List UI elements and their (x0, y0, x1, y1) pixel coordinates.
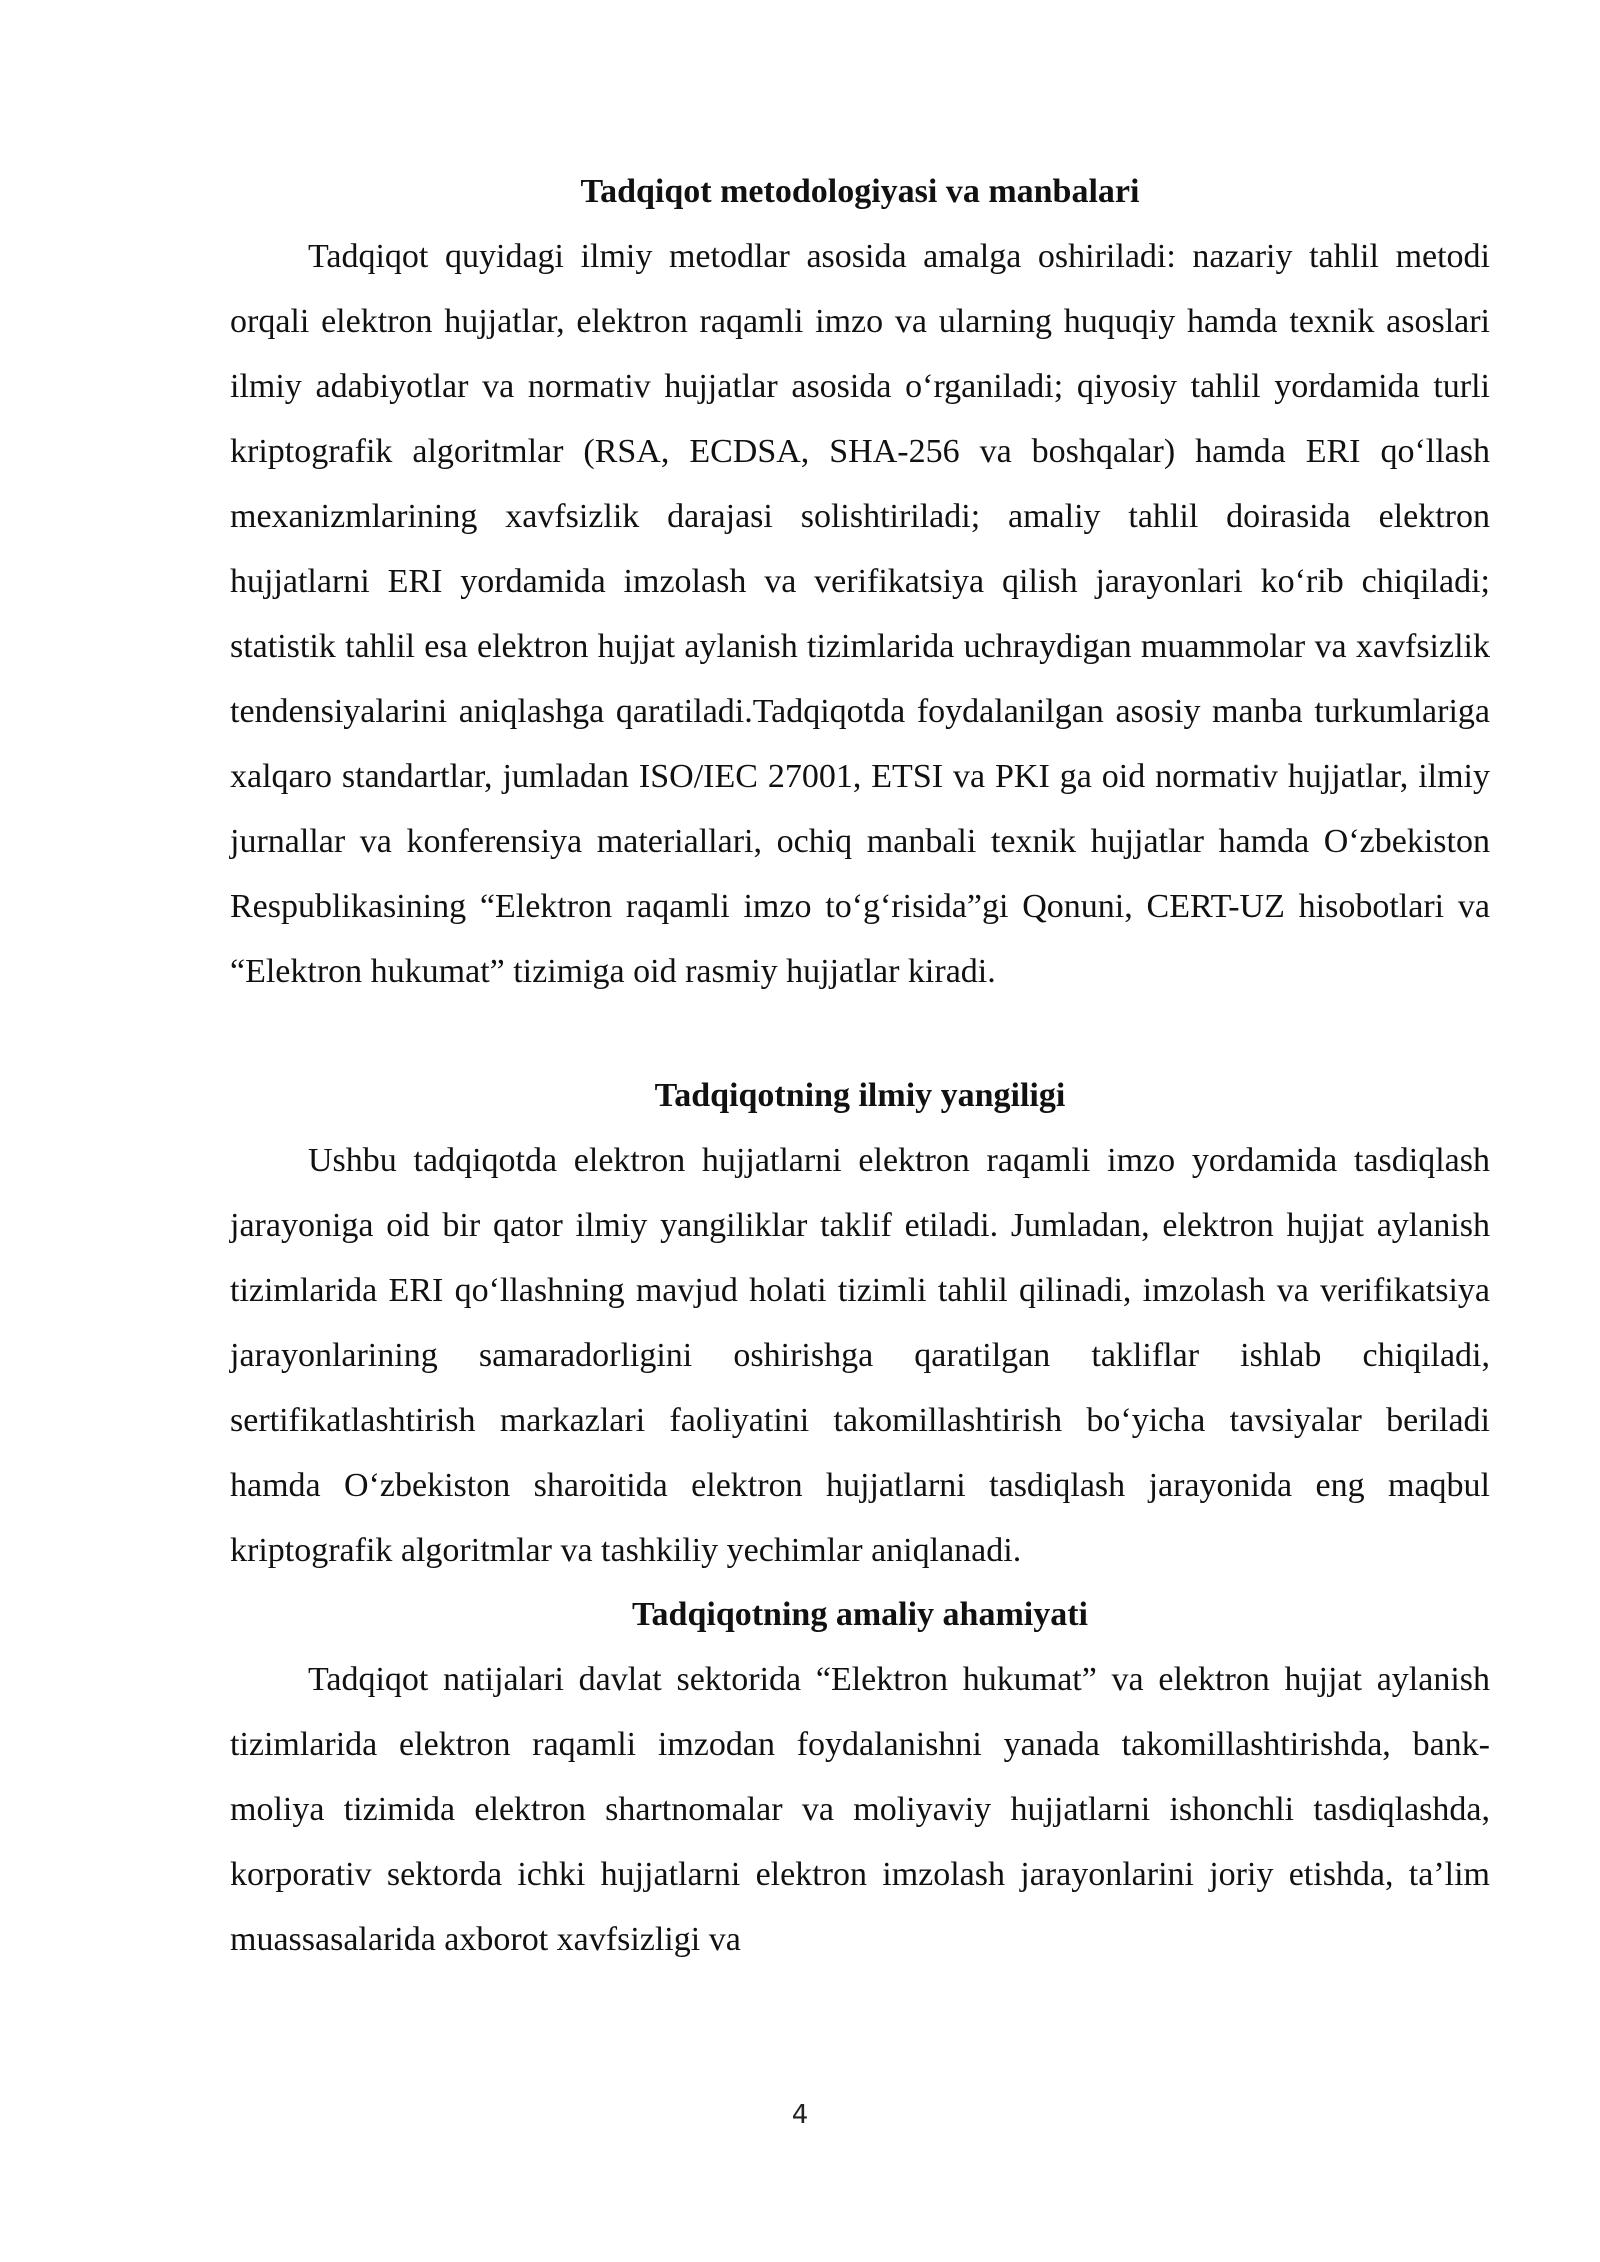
methodology-paragraph: Tadqiqot quyidagi ilmiy metodlar asosida amalga oshiriladi: nazariy tahlil metodi orqali elektron hujjatlar, elektron raqamli imzo va ularning huquqiy hamda texnik asoslari ilmiy adabiyotlar va normativ hujjatlar asosida o‘rganiladi; qiyosiy tahlil yordamida turli kriptografik algoritmlar (RSA, ECDSA, SHA-256 va boshqalar) hamda ERI qo‘llash mexanizmlarining xavfsizlik darajasi solishtiriladi; amaliy tahlil doirasida elektron hujjatlarni ERI yordamida imzolash va verifikatsiya qilish jarayonlari ko‘rib chiqiladi; statistik tahlil esa elektron hujjat aylanish tizimlarida uchraydigan muammolar va xavfsizlik tendensiyalarini aniqlashga qaratiladi.Tadqiqotda foydalanilgan asosiy manba turkumlariga xalqaro standartlar, jumladan ISO/IEC 27001, ETSI va PKI ga oid normativ hujjatlar, ilmiy jurnallar va konferensiya materiallari, ochiq manbali texnik hujjatlar hamda O‘zbekiston Respublikasining “Elektron raqamli imzo to‘g‘risida”gi Qonuni, CERT-UZ hisobotlari va “Elektron hukumat” tizimiga oid rasmiy hujjatlar kiradi. (230, 238, 1490, 990)
document-page (230, 160, 1490, 1972)
page-number: 4 (791, 2100, 809, 2130)
section-spacer (230, 1004, 1490, 1064)
novelty-paragraph: Ushbu tadqiqotda elektron hujjatlarni elektron raqamli imzo yordamida tasdiqlash jarayoniga oid bir qator ilmiy yangiliklar taklif etiladi. Jumladan, elektron hujjat aylanish tizimlarida ERI qo‘llashning mavjud holati tizimli tahlil qilinadi, imzolash va verifikatsiya jarayonlarining samaradorligini oshirishga qaratilgan takliflar ishlab chiqiladi, sertifikatlashtirish markazlari faoliyatini takomillashtirish bo‘yicha tavsiyalar beriladi hamda O‘zbekiston sharoitida elektron hujjatlarni tasdiqlash jarayonida eng maqbul kriptografik algoritmlar va tashkiliy yechimlar aniqlanadi. (230, 1142, 1490, 1569)
practical-paragraph: Tadqiqot natijalari davlat sektorida “Elektron hukumat” va elektron hujjat aylanish tizimlarida elektron raqamli imzodan foydalanishni yanada takomillashtirishda, bank-moliya tizimida elektron shartnomalar va moliyaviy hujjatlarni ishonchli tasdiqlashda, korporativ sektorda ichki hujjatlarni elektron imzolash jarayonlarini joriy etishda, ta’lim muassasalarida axborot xavfsizligi va (230, 1661, 1490, 1958)
methodology-heading: Tadqiqot metodologiyasi va manbalari (580, 173, 1140, 210)
novelty-heading: Tadqiqotning ilmiy yangiligi (654, 1077, 1066, 1114)
practical-heading: Tadqiqotning amaliy ahamiyati (632, 1596, 1088, 1633)
